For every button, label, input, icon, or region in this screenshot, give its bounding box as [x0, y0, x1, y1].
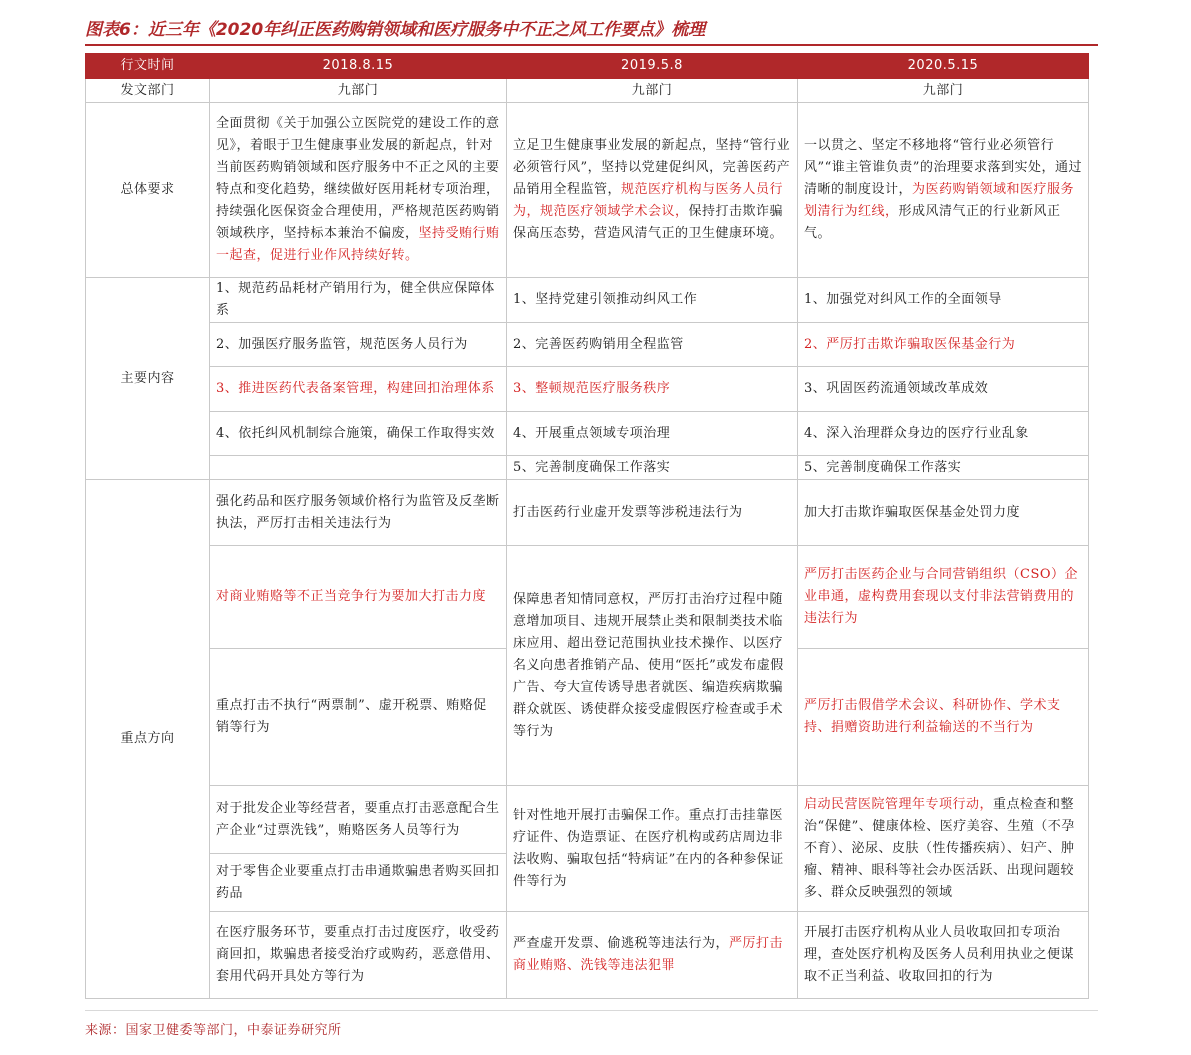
focus-2020-3: 严厉打击假借学术会议、科研协作、学术支持、捐赠资助进行利益输送的不当行为 [798, 649, 1089, 786]
overall-2019-text-end: 保持打击欺诈骗保高压态势，营造风清气正的卫生健康环境。 [513, 204, 784, 241]
table-row [86, 456, 1089, 480]
focus-2019-6 [507, 912, 798, 999]
title-rule [85, 44, 1098, 46]
table-row [86, 79, 1089, 103]
main-2020-4: 4、深入治理群众身边的医疗行业乱象 [798, 412, 1089, 456]
focus-2018-3: 重点打击不执行“两票制”、虚开税票、贿赂促销等行为 [210, 649, 507, 786]
overall-2020-highlight: 为医药购销领域和医疗服务划清行为红线， [804, 182, 1075, 219]
dept-2019: 九部门 [507, 79, 798, 103]
overall-2018-highlight: 坚持受贿行贿一起查，促进行业作风持续好转。 [216, 226, 500, 263]
header-date-2019: 2019.5.8 [507, 54, 798, 79]
overall-2018-text: 全面贯彻《关于加强公立医院党的建设工作的意见》，着眼于卫生健康事业发展的新起点，针对当前医药购销领域和医疗服务中不正之风的主要特点和变化趋势，继续做好医用耗材专项治理，持续强化医保资金合理使用，严格规范医药购销领域秩序，坚持标本兼治不偏废， [216, 116, 500, 241]
overall-2019-highlight: 规范医疗机构与医务人员行为，规范医疗领域学术会议， [513, 182, 784, 219]
focus-2019-1: 打击医药行业虚开发票等涉税违法行为 [507, 480, 798, 546]
main-2018-3: 3、推进医药代表备案管理，构建回扣治理体系 [210, 367, 507, 412]
main-2019-5: 5、完善制度确保工作落实 [507, 456, 798, 480]
main-2018-4: 4、依托纠风机制综合施策，确保工作取得实效 [210, 412, 507, 456]
table-row [86, 546, 1089, 649]
focus-2020-4 [798, 786, 1089, 912]
main-2020-2: 2、严厉打击欺诈骗取医保基金行为 [798, 323, 1089, 367]
focus-2020-4-highlight: 启动民营医院管理年专项行动， [804, 796, 994, 812]
table-row [86, 786, 1089, 854]
focus-2020-1: 加大打击欺诈骗取医保基金处罚力度 [798, 480, 1089, 546]
header-row [86, 54, 1089, 79]
dept-2020: 九部门 [798, 79, 1089, 103]
dept-2018: 九部门 [210, 79, 507, 103]
overall-2019-text: 立足卫生健康事业发展的新起点，坚持“管行业必须管行风”，坚持以党建促纠风，完善医药产品销用全程监管， [513, 138, 791, 197]
focus-2020-2: 严厉打击医药企业与合同营销组织（CSO）企业串通，虚构费用套现以支付非法营销费用的违法行为 [798, 546, 1089, 649]
focus-2019-4: 针对性地开展打击骗保工作。重点打击挂靠医疗证件、伪造票证、在医疗机构或药店周边非法收购、骗取包括“特病证”在内的各种参保证件等行为 [507, 786, 798, 912]
focus-2018-4: 对于批发企业等经营者，要重点打击恶意配合生产企业“过票洗钱”，贿赂医务人员等行为 [210, 786, 507, 854]
focus-2018-1: 强化药品和医疗服务领域价格行为监管及反垄断执法，严厉打击相关违法行为 [210, 480, 507, 546]
main-2019-4: 4、开展重点领域专项治理 [507, 412, 798, 456]
row-label-overall: 总体要求 [86, 103, 210, 278]
main-2018-1: 1、规范药品耗材产销用行为，健全供应保障体系 [210, 278, 507, 323]
table-row [86, 367, 1089, 412]
header-date-2018: 2018.8.15 [210, 54, 507, 79]
focus-2020-4-text: 重点检查和整治“保健”、健康体检、医疗美容、生殖（不孕不育）、泌尿、皮肤（性传播疾病）、妇产、肿瘤、精神、眼科等社会办医活跃、出现问题较多、群众反映强烈的领域 [804, 796, 1075, 900]
focus-2018-2: 对商业贿赂等不正当竞争行为要加大打击力度 [210, 546, 507, 649]
header-label: 行文时间 [86, 54, 210, 79]
table-row [86, 912, 1089, 999]
main-2018-2: 2、加强医疗服务监管，规范医务人员行为 [210, 323, 507, 367]
table-row [86, 323, 1089, 367]
focus-2018-6: 在医疗服务环节，要重点打击过度医疗，收受药商回扣，欺骗患者接受治疗或购药，恶意借用、套用代码开具处方等行为 [210, 912, 507, 999]
main-2019-2: 2、完善医药购销用全程监管 [507, 323, 798, 367]
main-2019-3: 3、整顿规范医疗服务秩序 [507, 367, 798, 412]
main-2020-1: 1、加强党对纠风工作的全面领导 [798, 278, 1089, 323]
row-label-dept: 发文部门 [86, 79, 210, 103]
table-row [86, 103, 1089, 278]
table-row [86, 412, 1089, 456]
focus-2019-6-text: 严查虚开发票、偷逃税等违法行为， [513, 936, 730, 951]
focus-2019-2: 保障患者知情同意权，严厉打击治疗过程中随意增加项目、违规开展禁止类和限制类技术临床应用、超出登记范围执业技术操作、以医疗名义向患者推销产品、使用“医托”或发布虚假广告、夸大宣传诱导患者就医、编造疾病欺骗群众就医、诱使群众接受虚假医疗检查或手术等行为 [507, 546, 798, 786]
source-rule [85, 1010, 1098, 1011]
overall-2019 [507, 103, 798, 278]
table-row [86, 480, 1089, 546]
main-2019-1: 1、坚持党建引领推动纠风工作 [507, 278, 798, 323]
focus-2018-5: 对于零售企业要重点打击串通欺骗患者购买回扣药品 [210, 854, 507, 912]
row-label-main: 主要内容 [86, 278, 210, 480]
table-row [86, 278, 1089, 323]
focus-2020-6: 开展打击医疗机构从业人员收取回扣专项治理，查处医疗机构及医务人员利用执业之便谋取不正当利益、收取回扣的行为 [798, 912, 1089, 999]
overall-2020 [798, 103, 1089, 278]
overall-2020-text-end: 形成风清气正的行业新风正气。 [804, 204, 1061, 241]
header-date-2020: 2020.5.15 [798, 54, 1089, 79]
figure-title: 图表6：近三年《2020年纠正医药购销领域和医疗服务中不正之风工作要点》梳理 [85, 20, 706, 40]
focus-2019-6-highlight: 严厉打击商业贿赂、洗钱等违法犯罪 [513, 936, 784, 973]
overall-2020-text: 一以贯之、坚定不移地将“管行业必须管行风”“谁主管谁负责”的治理要求落到实处，通过清晰的制度设计， [804, 138, 1082, 197]
overall-2018 [210, 103, 507, 278]
main-2018-5 [210, 456, 507, 480]
policy-comparison-table [85, 53, 1089, 999]
row-label-focus: 重点方向 [86, 480, 210, 999]
source-note: 来源：国家卫健委等部门，中泰证券研究所 [85, 1023, 342, 1038]
main-2020-5: 5、完善制度确保工作落实 [798, 456, 1089, 480]
main-2020-3: 3、巩固医药流通领域改革成效 [798, 367, 1089, 412]
